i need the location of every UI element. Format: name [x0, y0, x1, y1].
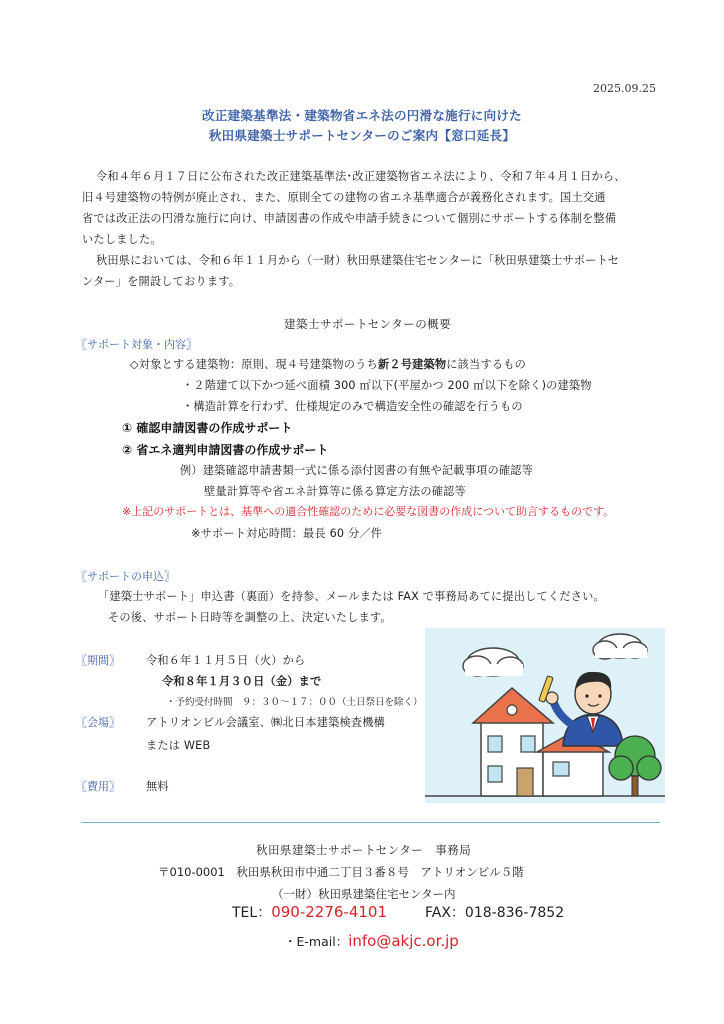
intro-line: 秋田県においては、令和６年１１月から（一財）秋田県建築住宅センターに「秋田県建築士サポートセ — [96, 254, 620, 267]
footer-divider — [82, 822, 660, 823]
venue-label: 〖会場〗 — [76, 716, 120, 729]
tel-label: TEL： — [232, 905, 272, 921]
intro-line: 旧４号建築物の特例が廃止され、また、原則全ての建物の省エネ基準適合が義務化されます。国土交通 — [82, 191, 606, 204]
period-from: 令和６年１１月５日（火）から — [146, 654, 306, 667]
footer-email — [284, 932, 459, 950]
title-line-2: 秋田県建築士サポートセンターのご案内【窓口延長】 — [208, 128, 516, 143]
intro-line: ンター」を開設しております。 — [82, 275, 241, 288]
email-address[interactable]: info@akjc.or.jp — [348, 932, 459, 950]
application-line-2: その後、サポート日時等を調整の上、決定いたします。 — [108, 611, 392, 624]
support-target-label: 〖サポート対象・内容〗 — [76, 338, 197, 351]
target-bold: 新２号建築物 — [377, 358, 447, 371]
support-item-1: ① 確認申請図書の作成サポート — [122, 421, 293, 435]
document-date: 2025.09.25 — [593, 82, 656, 95]
footer-fax: FAX：018-836-7852 — [425, 905, 565, 921]
target-suffix: に該当するもの — [446, 358, 526, 371]
period-label: 〖期間〗 — [76, 654, 120, 667]
house-architect-illustration — [425, 628, 665, 803]
overview-heading: 建築士サポートセンターの概要 — [284, 317, 452, 331]
support-time-note: ※サポート対応時間：最長 60 分／件 — [191, 527, 383, 540]
venue-line-1: アトリオンビル会議室、㈱北日本建築検査機構 — [146, 716, 386, 729]
footer-address: 〒010-0001 秋田県秋田市中通二丁目３番８号 アトリオンビル５階 — [158, 865, 524, 879]
fee-label: 〖費用〗 — [76, 780, 120, 793]
footer-office: 秋田県建築士サポートセンター 事務局 — [256, 843, 472, 857]
title-line-1: 改正建築基準法・建築物省エネ法の円滑な施行に向けた — [201, 108, 522, 123]
intro-line: いたしました。 — [82, 233, 162, 246]
intro-line: 令和４年６月１７日に公布された改正建築基準法･改正建築物省エネ法により、令和７年４月１日から、 — [96, 170, 626, 183]
email-label: ・E-mail： — [284, 934, 349, 949]
application-line-1: 「建築士サポート」申込書（裏面）を持参、メールまたは FAX で事務局あてに提出してください。 — [98, 590, 605, 603]
fee-value: 無料 — [146, 780, 169, 793]
intro-line: 省では改正法の円滑な施行に向け、申請図書の作成や申請手続きについて個別にサポートする体制を整備 — [82, 212, 617, 225]
reservation-hours: ・予約受付時間 ９：３０～１７：００（土日祭日を除く） — [166, 697, 423, 708]
target-bullet-1: ・２階建て以下かつ延べ面積 300 ㎡以下(平屋かつ 200 ㎡以下を除く)の建築物 — [182, 379, 592, 392]
tel-number[interactable]: 090-2276-4101 — [271, 903, 388, 921]
application-label: 〖サポートの申込〗 — [76, 570, 175, 583]
support-note-red: ※上記のサポートとは、基準への適合性確認のために必要な図書の作成について助言するものです。 — [122, 505, 615, 518]
footer-tel — [232, 902, 387, 922]
target-prefix: ◇対象とする建築物：原則、現４号建築物のうち — [130, 358, 378, 371]
venue-line-2: または WEB — [146, 739, 211, 752]
target-bullet-2: ・構造計算を行わず、仕様規定のみで構造安全性の確認を行うもの — [182, 400, 523, 413]
target-building — [130, 356, 526, 372]
footer-org: （一財）秋田県建築住宅センター内 — [272, 887, 456, 901]
period-to: 令和８年１月３０日（金）まで — [162, 675, 322, 688]
example-line-1: 例）建築確認申請書類一式に係る添付図書の有無や記載事項の確認等 — [180, 464, 534, 477]
support-item-2: ② 省エネ適判申請図書の作成サポート — [122, 443, 329, 457]
example-line-2: 壁量計算等や省エネ計算等に係る算定方法の確認等 — [204, 485, 466, 498]
